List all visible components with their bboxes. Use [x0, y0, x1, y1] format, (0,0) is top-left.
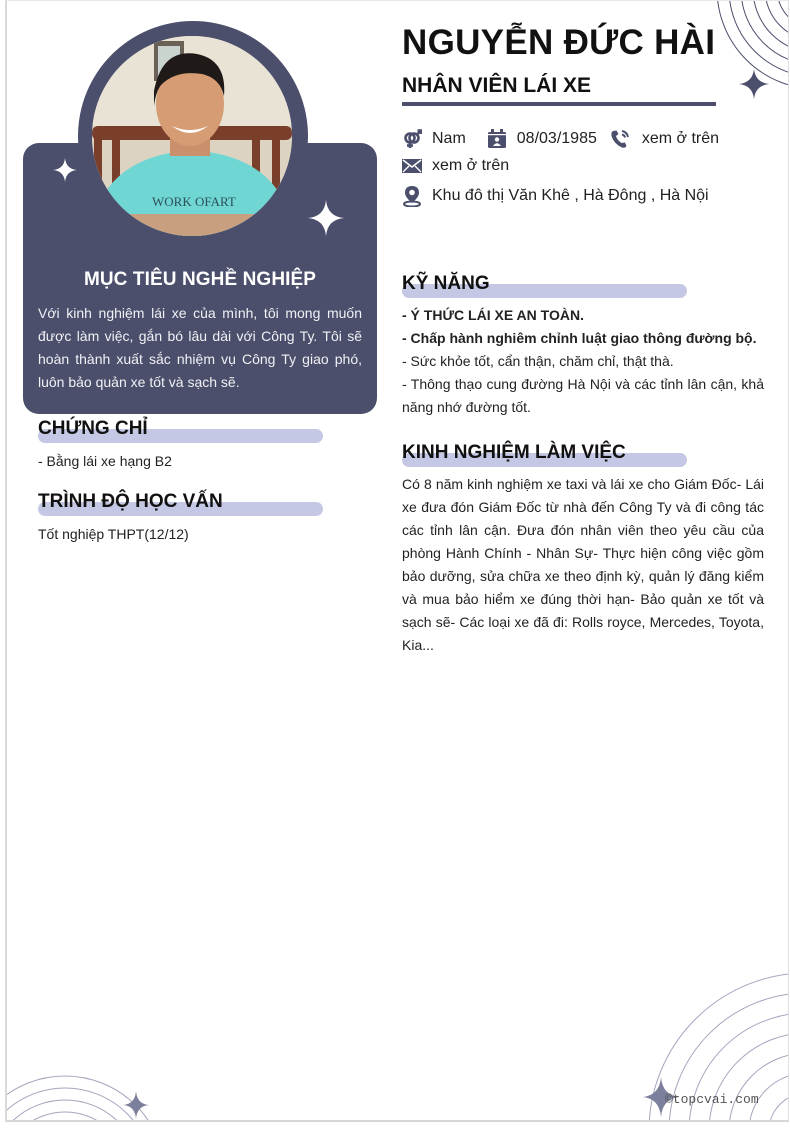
contact-email: [402, 157, 509, 175]
certificate-item: - Bằng lái xe hạng B2: [38, 453, 172, 469]
job-title-underline: [402, 102, 716, 106]
contact-phone: [610, 129, 719, 149]
job-title: NHÂN VIÊN LÁI XE: [402, 74, 592, 97]
contact-address: [402, 185, 709, 207]
watermark: ©topcvai.com: [665, 1092, 759, 1107]
skill-item: - Chấp hành nghiêm chỉnh luật giao thông đường bộ.: [402, 330, 757, 346]
experience-text: Có 8 năm kinh nghiệm xe taxi và lái xe cho Giám Đốc- Lái xe đưa đón Giám Đốc từ nhà đến Công Ty và đi công tác các tỉnh lân cận. Đưa đón nhân viên theo yêu cầu của phòng Hành Chính - Nhân Sự- Thực hiện công việc gồm bảo dưỡng, sửa chữa xe theo định kỳ, quản lý đăng kiểm và mua bảo hiểm xe đúng thời hạn- Bảo quản xe tốt và sạch sẽ- Các loại xe đã đi: Rolls royce, Mercedes, Toyota, Kia...: [402, 476, 764, 653]
envelope-icon: [402, 158, 422, 174]
sparkle-icon: [739, 69, 769, 99]
candidate-name: NGUYỄN ĐỨC HÀI: [402, 23, 716, 62]
experience-title: KINH NGHIỆM LÀM VIỆC: [402, 442, 626, 463]
education-title: TRÌNH ĐỘ HỌC VẤN: [38, 491, 223, 512]
birthday-value: 08/03/1985: [516, 130, 597, 147]
education-heading: [38, 490, 323, 516]
skills-list: [402, 304, 764, 419]
svg-text:WORK OFART: WORK OFART: [152, 194, 236, 209]
objective-title: MỤC TIÊU NGHỀ NGHIỆP: [83, 269, 317, 290]
skill-item: - Ý THỨC LÁI XE AN TOÀN.: [402, 307, 584, 323]
avatar-photo: [92, 36, 292, 236]
skill-item: - Thông thạo cung đường Hà Nội và các tỉnh lân cận, khả năng nhớ đường tốt.: [402, 376, 764, 415]
experience-heading: [402, 441, 687, 467]
sparkle-icon: [53, 158, 77, 182]
certificates-heading: [38, 417, 323, 443]
calendar-icon: [487, 129, 507, 149]
skills-title: KỸ NĂNG: [402, 273, 490, 294]
contact-gender: [402, 129, 466, 149]
gender-icon: [402, 129, 422, 149]
location-pin-icon: [402, 185, 422, 207]
email-value: xem ở trên: [432, 157, 510, 174]
contact-row-3: [402, 185, 722, 207]
skills-heading: [402, 272, 687, 298]
phone-value: xem ở trên: [641, 130, 720, 147]
address-value: Khu đô thị Văn Khê , Hà Đông , Hà Nội: [432, 187, 709, 204]
avatar: [92, 36, 292, 236]
objective-text: Với kinh nghiệm lái xe của mình, tôi mong muốn được làm việc, gắn bó lâu dài với Công Ty. Tôi sẽ hoàn thành xuất sắc nhiệm vụ Công Ty giao phó, luôn bảo quản xe tốt và sạch sẽ.: [38, 305, 362, 390]
skill-item: - Sức khỏe tốt, cẩn thận, chăm chỉ, thật thà.: [402, 353, 674, 369]
sparkle-icon: [123, 1091, 149, 1119]
education-text: Tốt nghiệp THPT(12/12): [38, 526, 189, 542]
sparkle-icon: [308, 200, 344, 236]
cv-page: [5, 0, 789, 1122]
contact-row-2: [402, 157, 522, 175]
contact-row-1: [402, 129, 732, 149]
gender-value: Nam: [432, 130, 466, 147]
phone-icon: [610, 129, 632, 149]
contact-birthday: [487, 129, 597, 149]
certificates-title: CHỨNG CHỈ: [38, 418, 148, 439]
